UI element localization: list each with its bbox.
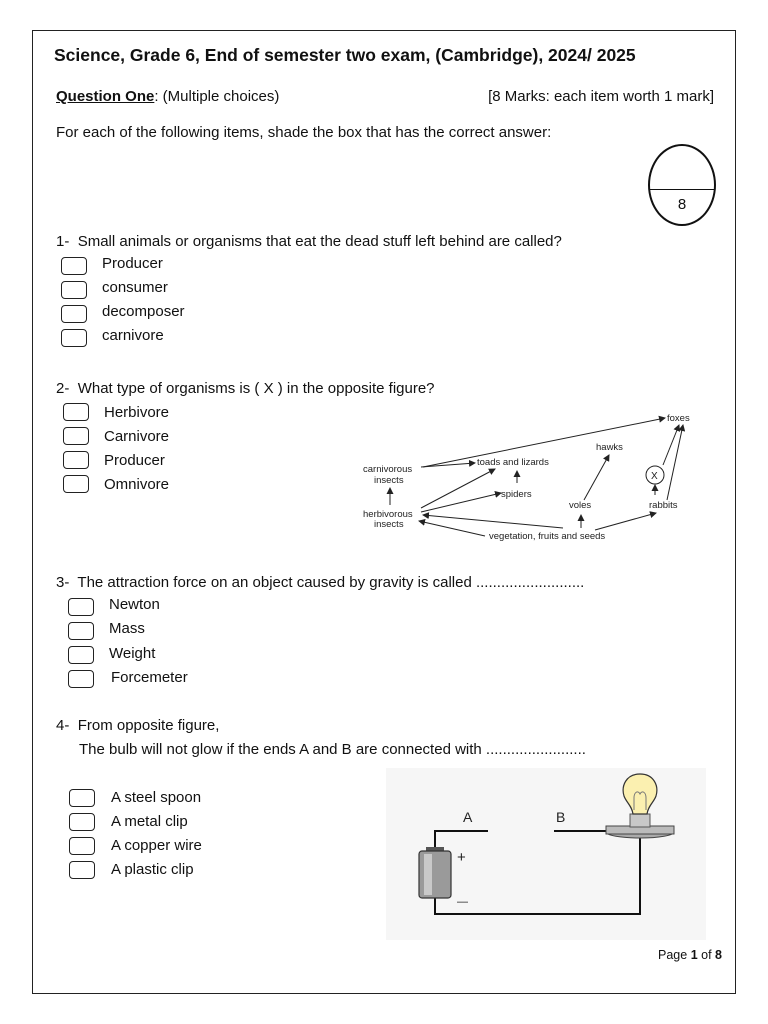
label-carnivorous-2: insects bbox=[374, 475, 404, 486]
option-label: Newton bbox=[109, 596, 160, 613]
option-label: carnivore bbox=[102, 327, 164, 344]
label-rabbits: rabbits bbox=[649, 500, 678, 511]
exam-title: Science, Grade 6, End of semester two exam, (Cambridge), 2024/ 2025 bbox=[54, 45, 636, 65]
question-2 bbox=[56, 380, 435, 397]
score-divider bbox=[650, 189, 714, 190]
answer-box-3a[interactable] bbox=[68, 598, 94, 616]
score-total: 8 bbox=[677, 196, 687, 213]
question-4-line-2: The bulb will not glow if the ends A and B are connected with ........................ bbox=[79, 741, 586, 758]
answer-box-2d[interactable] bbox=[63, 475, 89, 493]
question-type: : (Multiple choices) bbox=[154, 88, 280, 105]
label-spiders: spiders bbox=[501, 489, 532, 500]
answer-box-2b[interactable] bbox=[63, 427, 89, 445]
question-number: 2- bbox=[56, 380, 70, 397]
circuit-diagram bbox=[386, 768, 706, 940]
option-label: consumer bbox=[102, 279, 168, 296]
option-label: A plastic clip bbox=[111, 861, 194, 878]
battery-highlight bbox=[424, 854, 432, 895]
page-word: Page bbox=[658, 948, 688, 962]
answer-box-4d[interactable] bbox=[69, 861, 95, 879]
question-text: Small animals or organisms that eat the dead stuff left behind are called? bbox=[77, 233, 562, 250]
option-label: Carnivore bbox=[104, 428, 170, 445]
answer-box-3b[interactable] bbox=[68, 622, 94, 640]
label-herbivorous-2: insects bbox=[374, 519, 404, 530]
answer-box-3d[interactable] bbox=[68, 670, 94, 688]
score-circle bbox=[648, 144, 716, 226]
answer-box-1d[interactable] bbox=[61, 329, 87, 347]
answer-box-2c[interactable] bbox=[63, 451, 89, 469]
option-label: A copper wire bbox=[111, 837, 202, 854]
question-text: From opposite figure, bbox=[77, 717, 220, 734]
page-current: 1 bbox=[690, 948, 698, 962]
label-voles: voles bbox=[569, 500, 592, 511]
question-1 bbox=[56, 233, 562, 250]
question-label: Question One bbox=[56, 88, 155, 105]
option-label: Forcemeter bbox=[111, 669, 188, 686]
marks-note: [8 Marks: each item worth 1 mark] bbox=[488, 88, 714, 105]
answer-box-1a[interactable] bbox=[61, 257, 87, 275]
label-toads: toads and lizards bbox=[477, 457, 549, 468]
option-label: Omnivore bbox=[104, 476, 170, 493]
label-herbivorous-1: herbivorous bbox=[363, 509, 413, 520]
question-heading bbox=[56, 88, 279, 105]
page-number bbox=[658, 948, 722, 962]
label-foxes: foxes bbox=[667, 413, 690, 424]
question-4 bbox=[56, 717, 219, 734]
bulb-socket bbox=[630, 814, 650, 827]
question-text: The attraction force on an object caused by gravity is called .......................... bbox=[77, 574, 585, 591]
option-label: Herbivore bbox=[104, 404, 170, 421]
label-carnivorous-1: carnivorous bbox=[363, 464, 413, 475]
label-a: A bbox=[463, 809, 473, 825]
label-vegetation: vegetation, fruits and seeds bbox=[489, 531, 606, 542]
label-x: X bbox=[651, 471, 658, 482]
option-label: A steel spoon bbox=[111, 789, 202, 806]
answer-box-1c[interactable] bbox=[61, 305, 87, 323]
answer-box-2a[interactable] bbox=[63, 403, 89, 421]
option-label: Mass bbox=[109, 620, 145, 637]
option-label: Producer bbox=[104, 452, 165, 469]
question-3 bbox=[56, 574, 584, 591]
battery-plus: + bbox=[457, 849, 466, 866]
battery-minus: — bbox=[457, 896, 468, 908]
instruction-text: For each of the following items, shade the box that has the correct answer: bbox=[56, 124, 552, 141]
answer-box-4c[interactable] bbox=[69, 837, 95, 855]
question-text: What type of organisms is ( X ) in the opposite figure? bbox=[77, 380, 435, 397]
of-word: of bbox=[701, 948, 712, 962]
answer-box-4b[interactable] bbox=[69, 813, 95, 831]
answer-box-3c[interactable] bbox=[68, 646, 94, 664]
option-label: Weight bbox=[109, 645, 156, 662]
label-b: B bbox=[556, 809, 566, 825]
battery-icon bbox=[419, 851, 451, 898]
question-number: 4- bbox=[56, 717, 70, 734]
option-label: Producer bbox=[102, 255, 163, 272]
option-label: A metal clip bbox=[111, 813, 188, 830]
question-number: 1- bbox=[56, 233, 70, 250]
page-total: 8 bbox=[715, 948, 722, 962]
question-number: 3- bbox=[56, 574, 70, 591]
food-web-diagram bbox=[355, 405, 715, 550]
answer-box-4a[interactable] bbox=[69, 789, 95, 807]
label-hawks: hawks bbox=[596, 442, 623, 453]
option-label: decomposer bbox=[102, 303, 185, 320]
answer-box-1b[interactable] bbox=[61, 281, 87, 299]
